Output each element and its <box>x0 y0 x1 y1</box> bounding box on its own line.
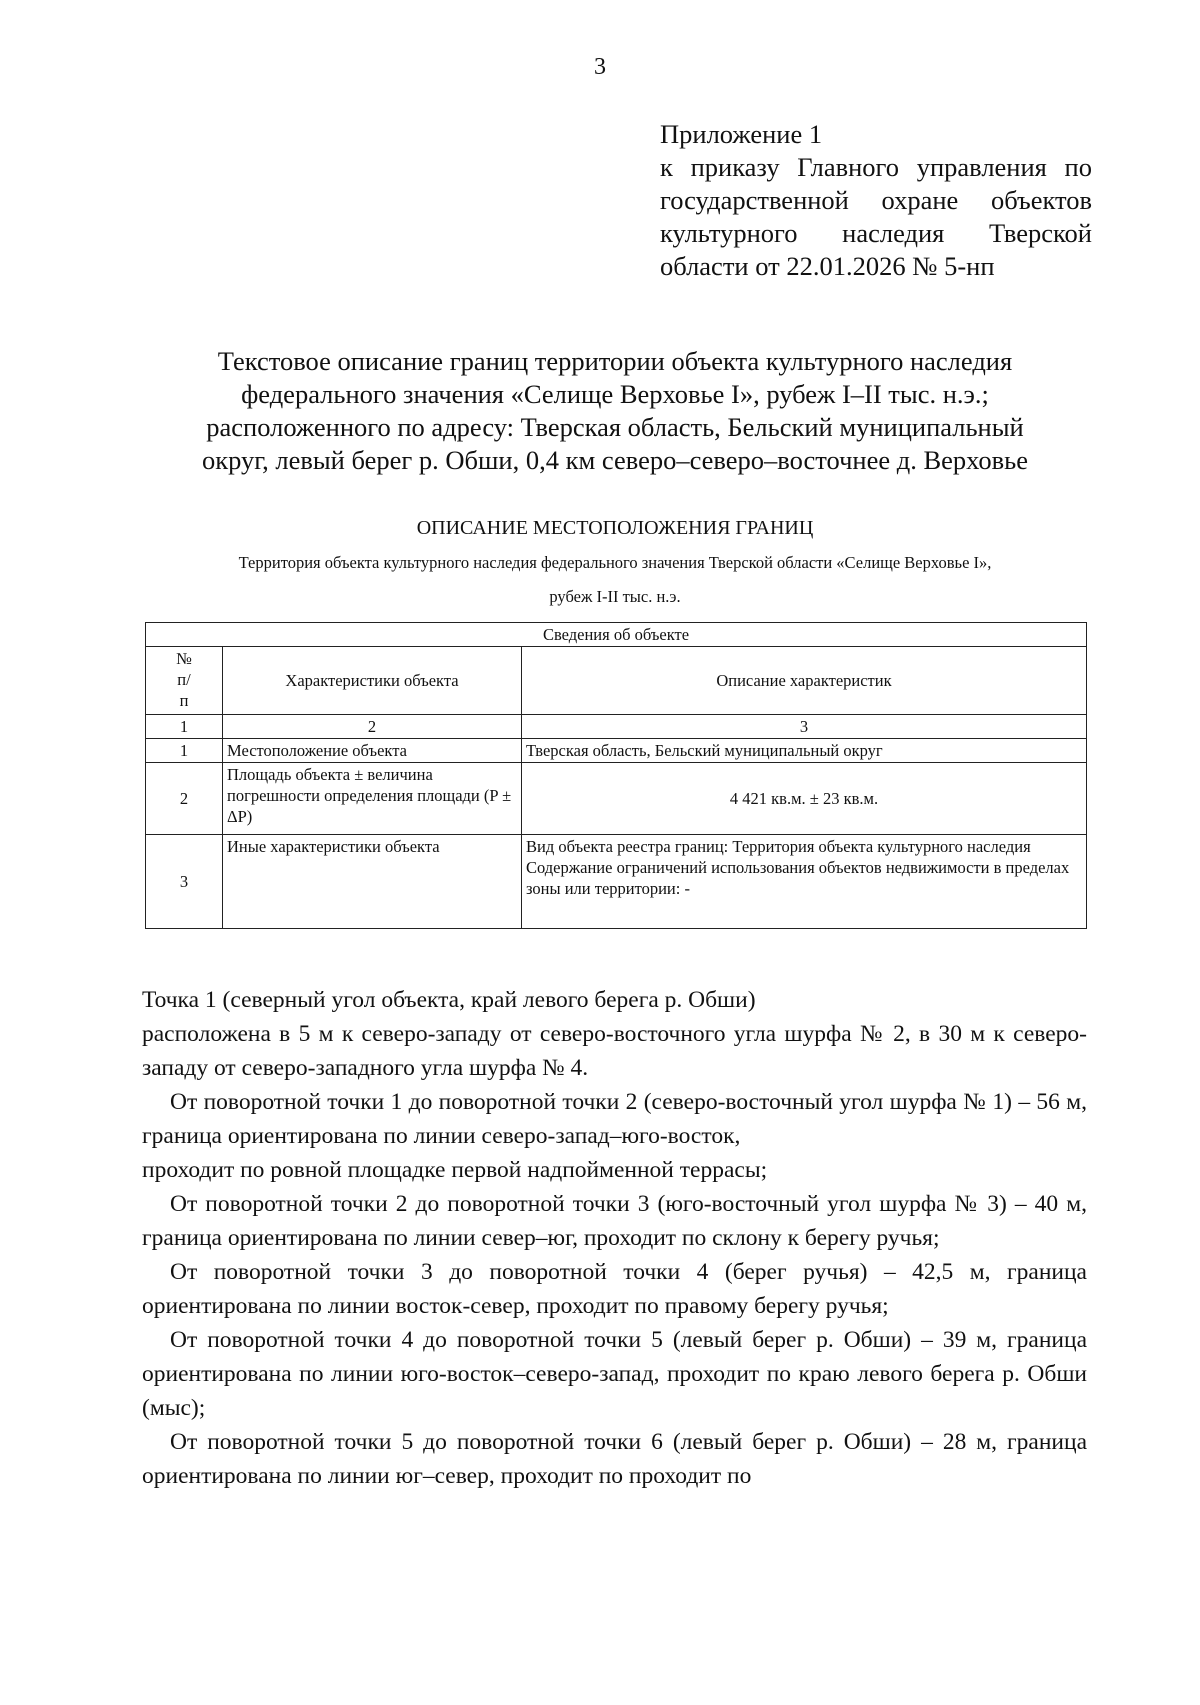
paragraph-8: От поворотной точки 5 до поворотной точки 6 (левый берег р. Обши) – 28 м, граница ориентирована по линии юг–север, проходит по проходит по <box>142 1429 1087 1489</box>
appendix-title: Приложение 1 <box>660 119 823 149</box>
subtitle-line-2: рубеж I-II тыс. н.э. <box>549 587 681 606</box>
title-line-2: федерального значения «Селище Верховье I», рубеж I–II тыс. н.э.; <box>241 379 989 409</box>
row-desc <box>522 835 1087 929</box>
paragraph-4: проходит по ровной площадке первой надпойменной террасы; <box>142 1157 768 1183</box>
row-num: 3 <box>146 835 223 929</box>
title-line-1: Текстовое описание границ территории объекта культурного наследия <box>217 346 1013 376</box>
paragraph-3: От поворотной точки 1 до поворотной точки 2 (северо-восточный угол шурфа № 1) – 56 м, граница ориентирована по линии северо-запад–юго-восток, <box>142 1089 1087 1149</box>
row-name: Площадь объекта ± величина погрешности определения площади (P ± ΔP) <box>223 763 522 835</box>
object-info-table <box>145 622 1087 929</box>
colnum-2: 2 <box>223 715 522 739</box>
paragraph-6: От поворотной точки 3 до поворотной точки 4 (берег ручья) – 42,5 м, граница ориентирована по линии восток-север, проходит по правому берегу ручья; <box>142 1259 1087 1319</box>
table-row <box>146 739 1087 763</box>
row-num: 2 <box>146 763 223 835</box>
table-header-row <box>146 647 1087 715</box>
row-desc: 4 421 кв.м. ± 23 кв.м. <box>522 763 1087 835</box>
paragraph-7: От поворотной точки 4 до поворотной точки 5 (левый берег р. Обши) – 39 м, граница ориентирована по линии юго-восток–северо-запад, проходит по краю левого берега р. Обши (мыс); <box>142 1327 1087 1421</box>
colnum-3: 3 <box>522 715 1087 739</box>
appendix-block <box>660 118 1092 283</box>
table-caption-row <box>146 623 1087 647</box>
header-num: № п/ п <box>146 647 223 715</box>
row-desc-line-2: Содержание ограничений использования объектов недвижимости в пределах зоны или территории: - <box>526 858 1070 898</box>
header-desc: Описание характеристик <box>522 647 1087 715</box>
row-num: 1 <box>146 739 223 763</box>
title-line-3: расположенного по адресу: Тверская область, Бельский муниципальный <box>206 412 1024 442</box>
row-desc-line-1: Вид объекта реестра границ: Территория объекта культурного наследия <box>526 837 1031 856</box>
document-title <box>130 345 1100 477</box>
row-name: Иные характеристики объекта <box>223 835 522 929</box>
table-colnum-row <box>146 715 1087 739</box>
section-subtitle <box>120 546 1110 614</box>
appendix-text: к приказу Главного управления по государственной охране объектов культурного наследия Тверской области от 22.01.2026 № 5-нп <box>660 152 1092 281</box>
row-name: Местоположение объекта <box>223 739 522 763</box>
table-row <box>146 835 1087 929</box>
table-caption: Сведения об объекте <box>146 623 1087 647</box>
colnum-1: 1 <box>146 715 223 739</box>
boundary-description <box>142 983 1087 1493</box>
paragraph-1: Точка 1 (северный угол объекта, край левого берега р. Обши) <box>142 987 756 1013</box>
table-row <box>146 763 1087 835</box>
section-heading: ОПИСАНИЕ МЕСТОПОЛОЖЕНИЯ ГРАНИЦ <box>416 517 814 539</box>
page-number: 3 <box>594 54 606 80</box>
paragraph-2: расположена в 5 м к северо-западу от северо-восточного угла шурфа № 2, в 30 м к северо-западу от северо-западного угла шурфа № 4. <box>142 1021 1087 1081</box>
row-desc: Тверская область, Бельский муниципальный округ <box>522 739 1087 763</box>
header-name: Характеристики объекта <box>223 647 522 715</box>
paragraph-5: От поворотной точки 2 до поворотной точки 3 (юго-восточный угол шурфа № 3) – 40 м, граница ориентирована по линии север–юг, проходит по склону к берегу ручья; <box>142 1191 1087 1251</box>
subtitle-line-1: Территория объекта культурного наследия федерального значения Тверской области «Селище Верховье I», <box>238 553 992 572</box>
title-line-4: округ, левый берег р. Обши, 0,4 км северо–северо–восточнее д. Верховье <box>201 445 1029 475</box>
